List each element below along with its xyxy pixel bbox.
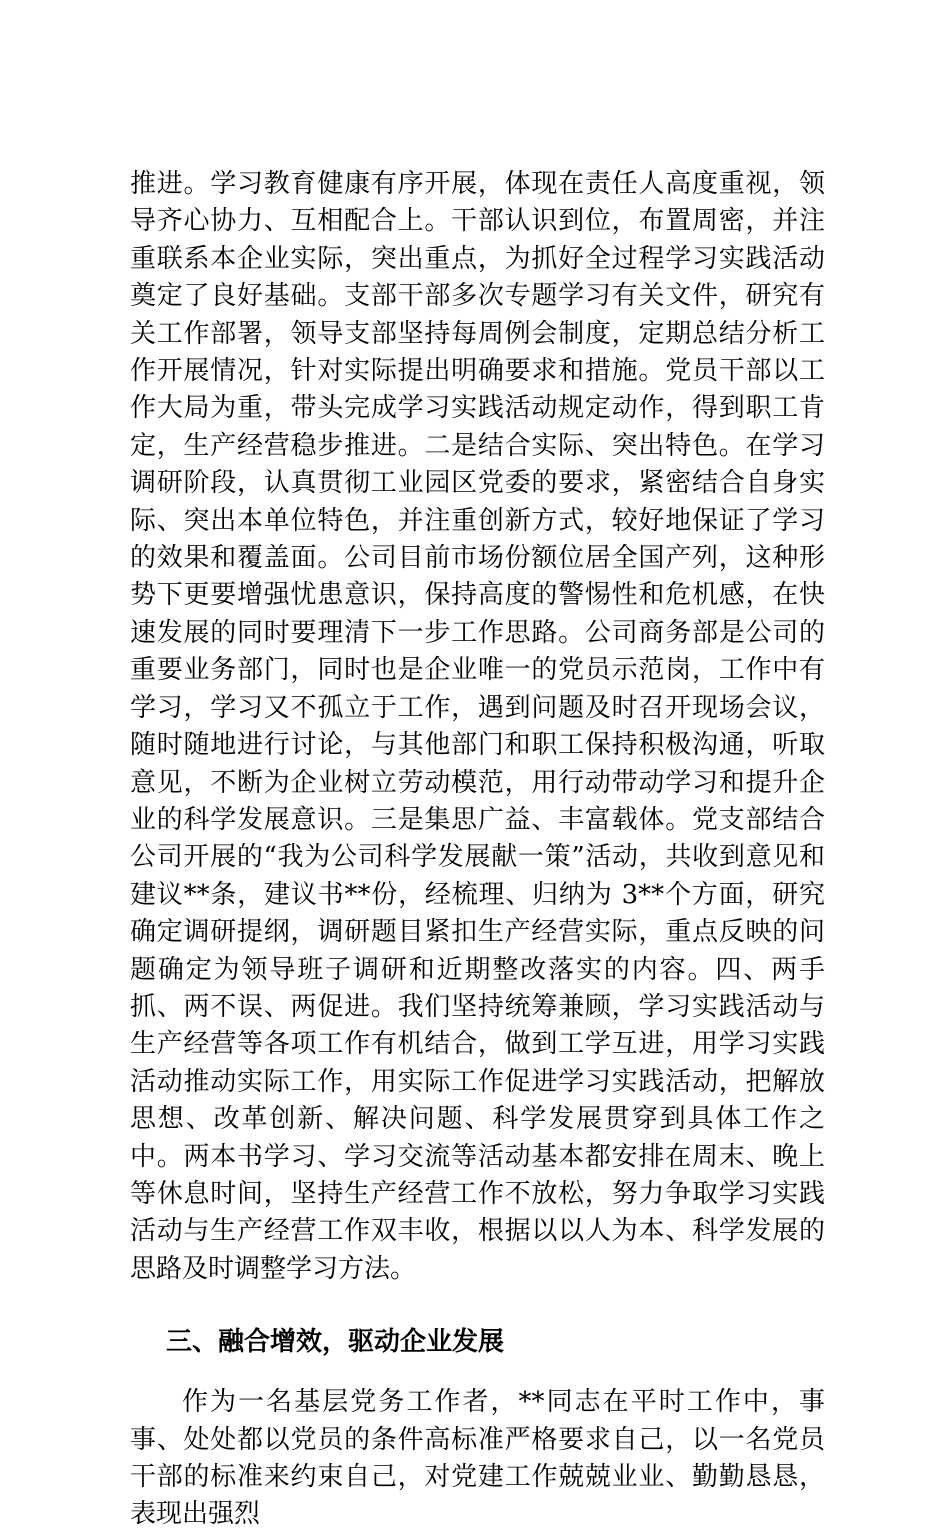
document-body [130,166,825,1534]
body-paragraph-continued: 作为一名基层党务工作者，**同志在平时工作中，事事、处处都以党员的条件高标准严格要求自己，以一名党员干部的标准来约束自己，对党建工作兢兢业业、勤勤恳恳，表现出强烈 [130,1387,825,1530]
section-heading: 三、融合增效，驱动企业发展 [166,1327,505,1358]
body-paragraph: 推进。学习教育健康有序开展，体现在责任人高度重视，领导齐心协力、互相配合上。干部认识到位，布置周密，并注重联系本企业实际，突出重点，为抓好全过程学习实践活动奠定了良好基础。支部干部多次专题学习有关文件，研究有关工作部署，领导支部坚持每周例会制度，定期总结分析工作开展情况，针对实际提出明确要求和措施。党员干部以工作大局为重，带头完成学习实践活动规定动作，得到职工肯定，生产经营稳步推进。二是结合实际、突出特色。在学习调研阶段，认真贯彻工业园区党委的要求，紧密结合自身实际、突出本单位特色，并注重创新方式，较好地保证了学习的效果和覆盖面。公司目前市场份额位居全国产列，这种形势下更要增强忧患意识，保持高度的警惕性和危机感，在快速发展的同时要理清下一步工作思路。公司商务部是公司的重要业务部门，同时也是企业唯一的党员示范岗，工作中有学习，学习又不孤立于工作，遇到问题及时召开现场会议，随时随地进行讨论，与其他部门和职工保持积极沟通，听取意见，不断为企业树立劳动模范，用行动带动学习和提升企业的科学发展意识。三是集思广益、丰富载体。党支部结合公司开展的“我为公司科学发展献一策”活动，共收到意见和建议**条，建议书**份，经梳理、归纳为 3**个方面，研究确定调研提纲，调研题目紧扣生产经营实际，重点反映的问题确定为领导班子调研和近期整改落实的内容。四、两手抓、两不误、两促进。我们坚持统筹兼顾，学习实践活动与生产经营等各项工作有机结合，做到工学互进，用学习实践活动推动实际工作，用实际工作促进学习实践活动，把解放思想、改革创新、解决问题、科学发展贯穿到具体工作之中。两本书学习、学习交流等活动基本都安排在周末、晚上等休息时间，坚持生产经营工作不放松，努力争取学习实践活动与生产经营工作双丰收，根据以以人为本、科学发展的思路及时调整学习方法。 [130,169,825,1284]
